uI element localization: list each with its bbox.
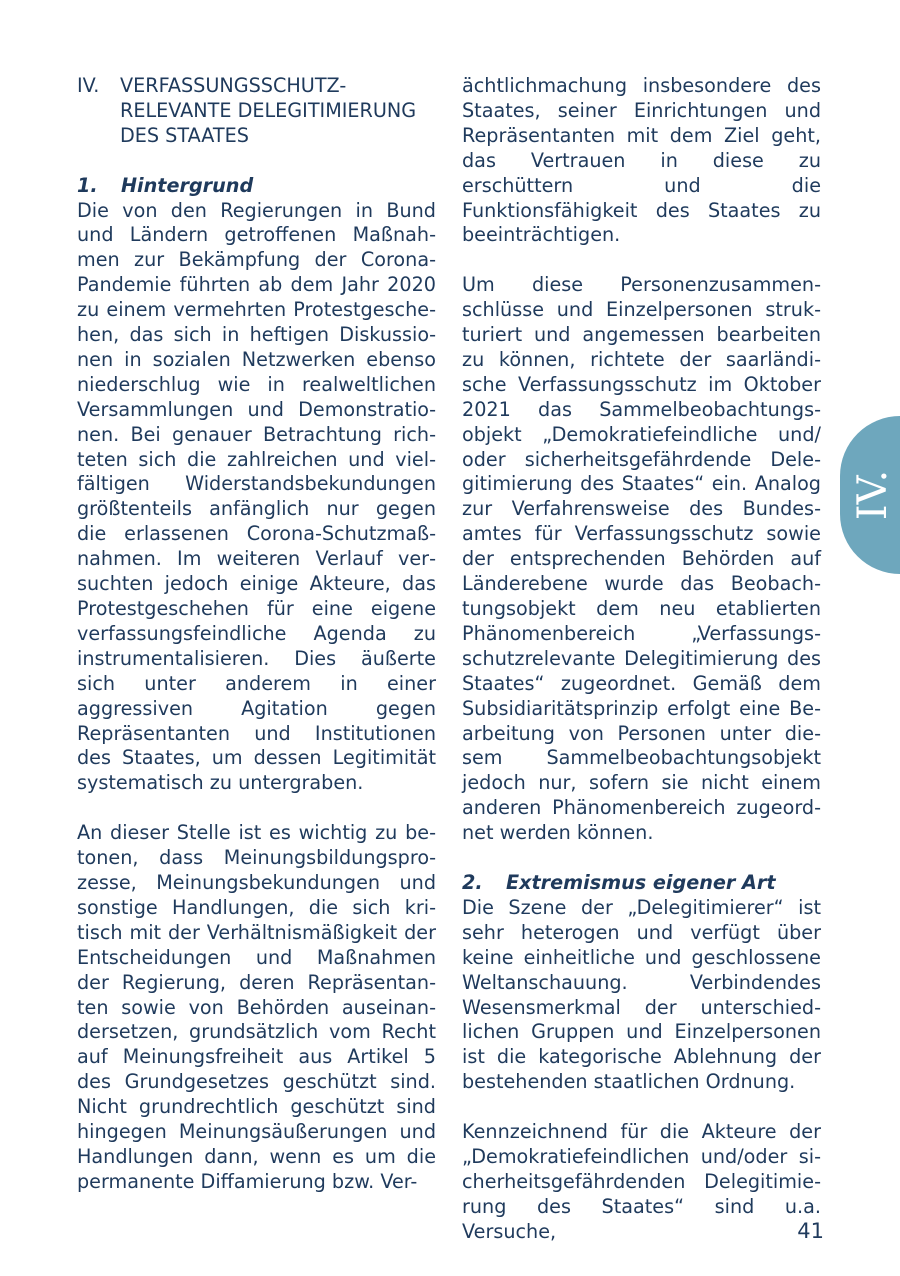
section-number-1: 1. (77, 173, 98, 197)
chapter-number: IV. (77, 74, 100, 97)
paragraph-5: Kennzeichnend für die Akteure der „Demokratiefeindlichen und/​oder sicherheitsgefährdenden Delegitimierung des Staates“ sind u.a. Versuche, (462, 1120, 821, 1243)
chapter-tab-label: IV. (850, 469, 896, 521)
section-number-2: 2. (462, 870, 483, 894)
paragraph-3: Um diese Personenzusammenschlüsse und Einzelpersonen strukturiert und angemessen bearbeiten zu können, richtete der saarländische Verfassungsschutz im Oktober 2021 das Sammelbeobachtungsobjekt „Demokratiefeindliche und/​oder sicherheitsgefährdende Delegitimierung des Staates“ ein. Analog zur Verfahrensweise des Bundesamtes für Verfassungsschutz sowie der entsprechenden Behörden auf Länderebene wurde das Beobachtungsobjekt dem neu etablierten Phänomenbereich „Verfassungsschutzrelevante Delegitimierung des Staates“ zugeordnet. Gemäß dem Subsidiaritätsprinzip erfolgt eine Bearbeitung von Personen unter diesem Sammelbeobachtungsobjekt jedoch nur, sofern sie nicht einem anderen Phänomenbereich zugeordnet werden können. (462, 273, 821, 845)
section-heading-2 (462, 871, 821, 896)
page-number: 41 (797, 1219, 824, 1243)
section-title-1: Hintergrund (121, 173, 254, 197)
right-column (462, 74, 821, 1245)
chapter-tab (840, 416, 900, 574)
paragraph-1: Die von den Regierungen in Bund und Ländern getroffenen Maßnahmen zur Bekämpfung der Corona-Pandemie führten ab dem Jahr 2020 zu einem vermehrten Protestgeschehen, das sich in heftigen Diskussionen in sozialen Netzwerken ebenso niederschlug wie in realweltlichen Versammlungen und Demonstrationen. Bei genauer Betrachtung richteten sich die zahlreichen und vielfältigen Widerstandsbekundungen größtenteils anfänglich nur gegen die erlassenen Corona-Schutzmaßnahmen. Im weiteren Verlauf versuchten jedoch einige Akteure, das Protestgeschehen für eine eigene verfassungsfeindliche Agenda zu instrumentalisieren. Dies äußerte sich unter anderem in einer aggressiven Agitation gegen Repräsentanten und Institutionen des Staates, um dessen Legitimität systematisch zu untergraben. (77, 198, 436, 795)
chapter-heading (77, 74, 436, 149)
paragraph-4: Die Szene der „Delegitimierer“ ist sehr heterogen und verfügt über keine einheitliche und geschlossene Weltanschauung. Verbindendes Wesensmerkmal der unterschiedlichen Gruppen und Einzelpersonen ist die kategorische Ablehnung der bestehenden staatlichen Ordnung. (462, 895, 821, 1094)
chapter-title: VERFASSUNGSSCHUTZ-RELEVANTE DELEGITIMIERUNG DES STAATES (120, 74, 417, 147)
section-heading-1 (77, 174, 436, 199)
paragraph-2: An dieser Stelle ist es wichtig zu betonen, dass Meinungsbildungsprozesse, Meinungsbekundungen und sonstige Handlungen, die sich kritisch mit der Verhältnismäßigkeit der Entscheidungen und Maßnahmen der Regierung, deren Repräsentanten sowie von Behörden auseinandersetzen, grundsätzlich vom Recht auf Meinungsfreiheit aus Artikel 5 des Grundgesetzes geschützt sind. Nicht grundrechtlich geschützt sind hingegen Meinungsäußerungen und Handlungen dann, wenn es um die permanente Diffamierung bzw. Ver- (77, 821, 436, 1193)
left-column (77, 74, 436, 1195)
paragraph-2-continued: ächtlichmachung insbesondere des Staates, seiner Einrichtungen und Repräsentanten mit dem Ziel geht, das Vertrauen in diese zu erschüttern und die Funktionsfähigkeit des Staates zu beeinträchtigen. (462, 74, 821, 247)
section-title-2: Extremismus eigener Art (506, 870, 776, 894)
